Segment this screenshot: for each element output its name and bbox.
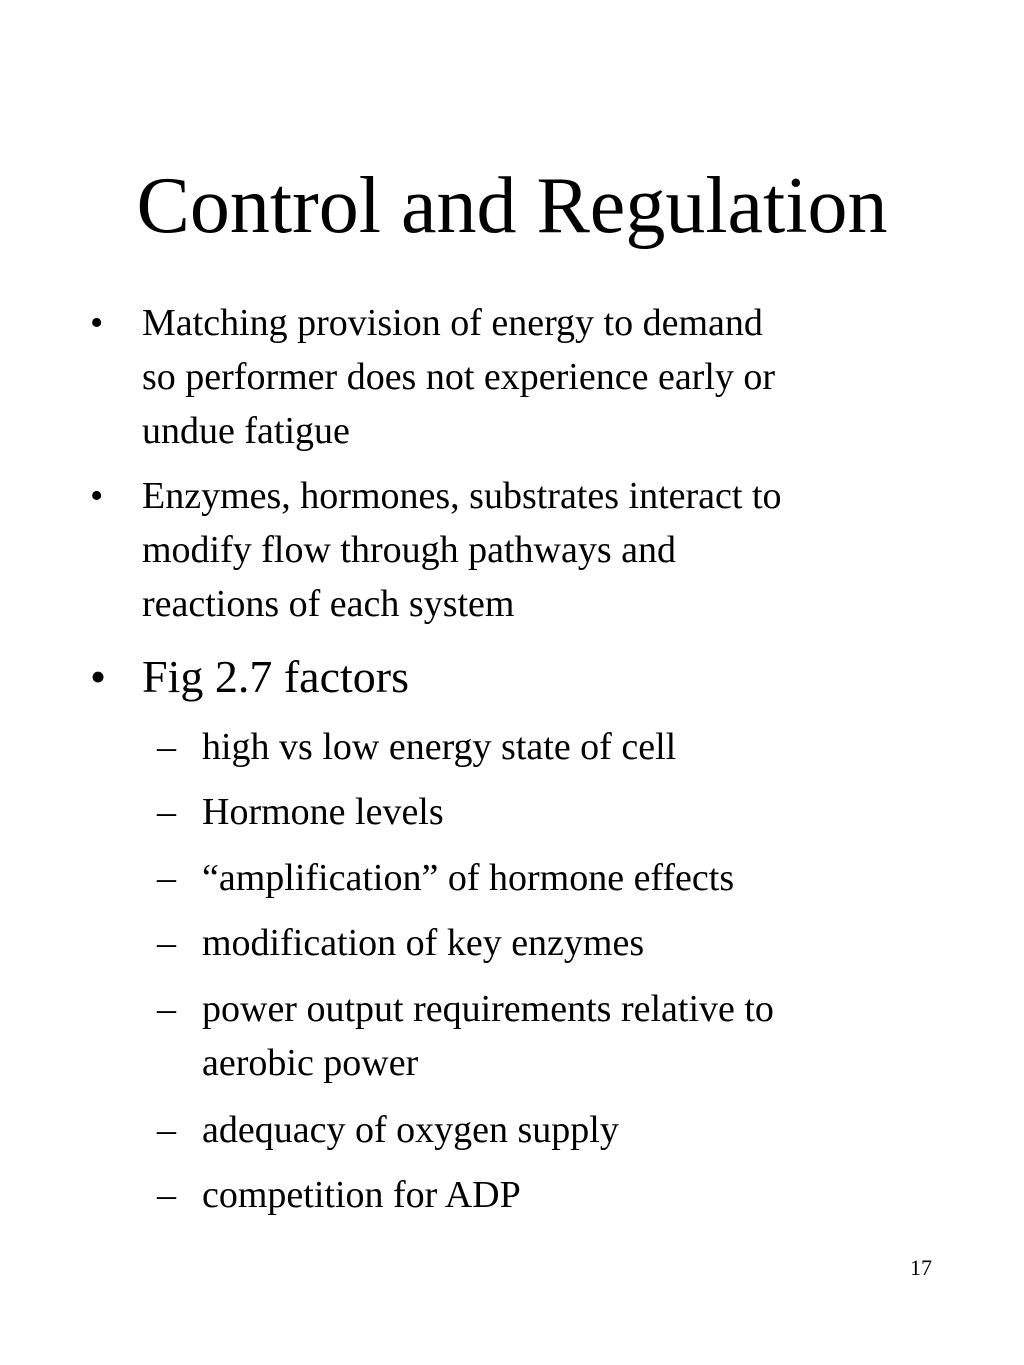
sub-bullet-line: adequacy of oxygen supply — [202, 1109, 619, 1151]
sub-bullet-item — [157, 720, 957, 774]
slide-title: Control and Regulation — [136, 162, 888, 250]
bullet-line: Fig 2.7 factors — [142, 651, 410, 702]
sub-bullet-line: “amplification” of hormone effects — [202, 857, 735, 899]
sub-bullet-line: aerobic power — [202, 1042, 419, 1084]
bullet-line: reactions of each system — [142, 583, 515, 625]
sub-bullet-marker: – — [157, 857, 176, 899]
page-number: 17 — [910, 1255, 932, 1280]
sub-bullet-line: high vs low energy state of cell — [202, 726, 677, 768]
sub-bullet-item — [157, 982, 957, 1090]
bullet-marker: • — [90, 302, 104, 344]
bullet-text — [142, 296, 972, 458]
sub-bullet-text — [202, 720, 922, 774]
sub-bullet-text — [202, 851, 922, 905]
sub-bullet-marker: – — [157, 1109, 176, 1151]
sub-bullet-marker: – — [157, 1174, 176, 1216]
sub-bullet-text — [202, 1168, 922, 1222]
bullet-line: modify flow through pathways and — [142, 529, 677, 571]
sub-bullet-marker: – — [157, 988, 176, 1030]
bullet-text — [142, 469, 972, 631]
sub-bullet-line: Hormone levels — [202, 791, 444, 833]
sub-bullet-text — [202, 1103, 922, 1157]
bullet-text — [142, 649, 972, 705]
bullet-line: so performer does not experience early or — [142, 356, 776, 398]
bullet-line: Matching provision of energy to demand — [142, 302, 763, 344]
sub-bullet-text — [202, 982, 922, 1090]
bullet-item — [90, 649, 990, 705]
sub-bullet-text — [202, 785, 922, 839]
sub-bullet-item — [157, 1168, 957, 1222]
sub-bullet-item — [157, 785, 957, 839]
sub-bullet-line: modification of key enzymes — [202, 922, 645, 964]
sub-bullet-item — [157, 851, 957, 905]
bullet-item — [90, 296, 990, 458]
sub-bullet-text — [202, 916, 922, 970]
sub-bullet-item — [157, 1103, 957, 1157]
sub-bullet-marker: – — [157, 726, 176, 768]
bullet-item — [90, 469, 990, 631]
sub-bullet-item — [157, 916, 957, 970]
bullet-marker: • — [90, 651, 107, 702]
sub-bullet-line: competition for ADP — [202, 1174, 521, 1216]
bullet-line: undue fatigue — [142, 410, 350, 452]
sub-bullet-marker: – — [157, 791, 176, 833]
sub-bullet-line: power output requirements relative to — [202, 988, 774, 1030]
bullet-marker: • — [90, 475, 104, 517]
bullet-line: Enzymes, hormones, substrates interact to — [142, 475, 782, 517]
sub-bullet-marker: – — [157, 922, 176, 964]
